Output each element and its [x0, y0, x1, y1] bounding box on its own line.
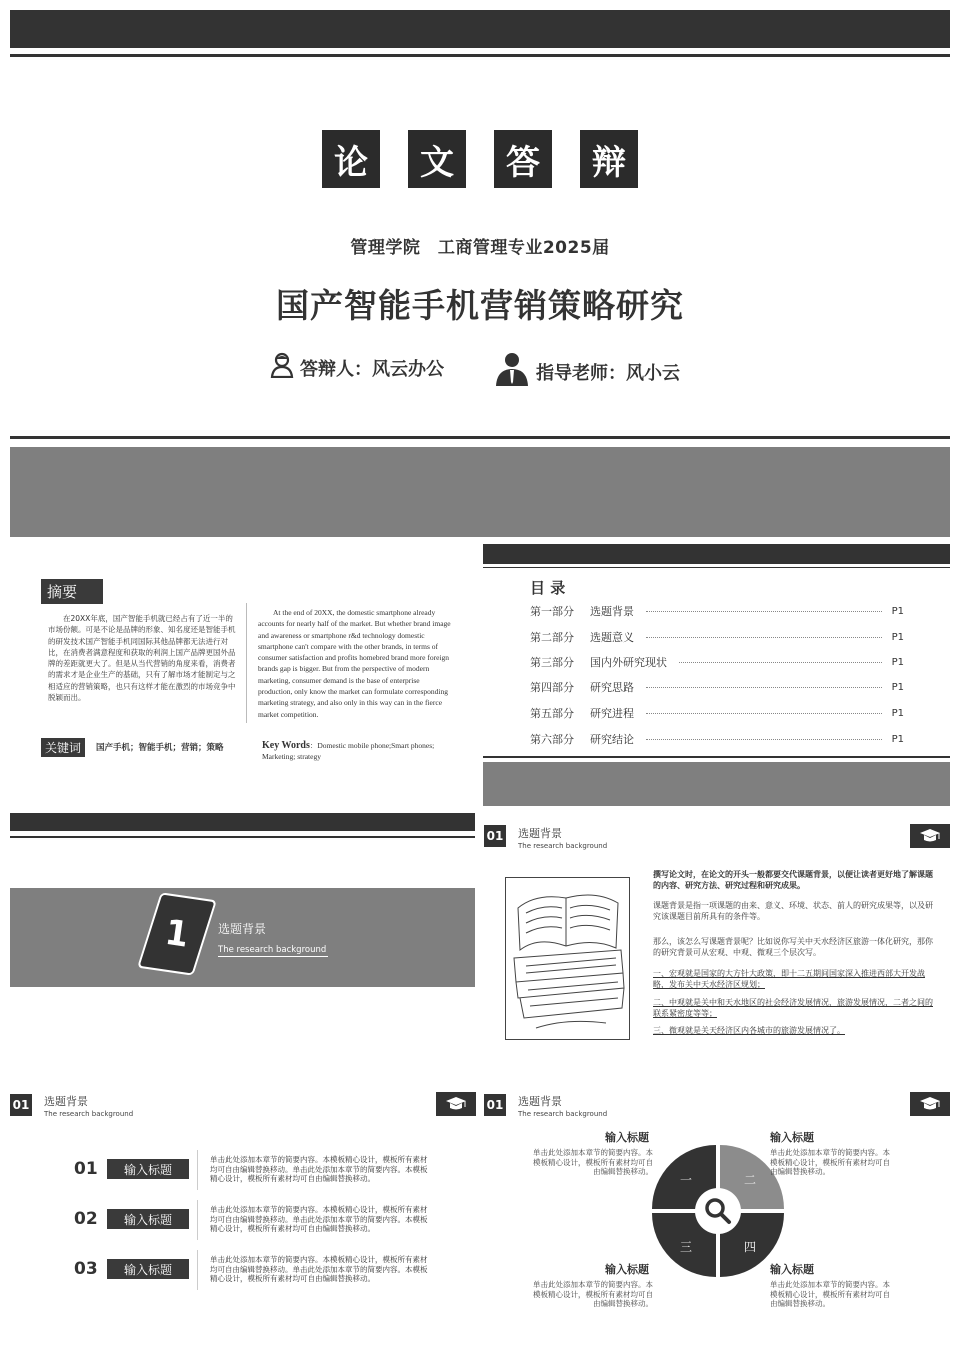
toc-name: 选题意义	[590, 631, 634, 644]
toc-page: P1	[891, 605, 904, 617]
title-char-1: 论	[322, 130, 380, 188]
cover-top-line	[10, 54, 950, 57]
toc-part: 第六部分	[530, 733, 574, 746]
list-item-text-2: 单击此处添加本章节的简要内容。本模板精心设计，模板所有素材均可自由编辑替换移动。单击此处添加本章节的简要内容。本模板精心设计，模板所有素材均可自由编辑替换移动。	[210, 1205, 428, 1233]
abstract-en-text: At the end of 20XX, the domestic smartphone already accounts for nearly half of the market. But whether brand image and awareness or smartphone r&d technology domestic smartphone can't compare with the other brands, in terms of consumer satisfaction and profits homebred brand more foreign brands gap is bigger. But from the perspective of modern marketing, consumer demand is the base of enterprise production, only know the market can formulate corresponding marketing strategy, and also only in this way can in the fierce market competition.	[258, 608, 451, 719]
quadrant-label-3: 三	[680, 1240, 693, 1254]
list-item-num-2: 02	[74, 1209, 98, 1229]
toc-bottom-band	[483, 762, 950, 806]
list-item-label-1: 输入标题	[107, 1159, 189, 1179]
list-num-tag: 01	[10, 1094, 32, 1116]
center-circle	[695, 1188, 741, 1234]
toc-title: 目 录	[530, 579, 566, 597]
toc-top-bar	[483, 544, 950, 564]
toc-part: 第二部分	[530, 631, 574, 644]
list-title-cn: 选题背景	[44, 1095, 88, 1108]
bg-point3: 三、微观就是关天经济区内各城市的旅游发展情况了。	[653, 1026, 845, 1035]
toc-part: 第一部分	[530, 605, 574, 618]
list-item-label-3: 输入标题	[107, 1259, 189, 1279]
section-top-line	[10, 836, 475, 838]
circle-title-en: The research background	[518, 1110, 608, 1118]
advisor	[494, 352, 680, 391]
toc-name: 国内外研究现状	[590, 656, 667, 669]
toc-dots	[646, 739, 882, 740]
list-item-num-1: 01	[74, 1159, 98, 1179]
toc-name: 研究结论	[590, 733, 634, 746]
title-char-3: 答	[494, 130, 552, 188]
books-icon	[506, 878, 629, 1039]
toc-page: P1	[891, 656, 904, 668]
list-item-text-3: 单击此处添加本章节的简要内容。本模板精心设计，模板所有素材均可自由编辑替换移动。单击此处添加本章节的简要内容。本模板精心设计，模板所有素材均可自由编辑替换移动。	[210, 1255, 428, 1283]
advisor-label: 指导老师：风小云	[536, 362, 680, 384]
cover-subtitle: 管理学院 工商管理专业2025届	[350, 238, 610, 258]
keywords-en-label: Key Words	[262, 740, 310, 751]
title-char-2: 文	[408, 130, 466, 188]
graduation-cap-icon	[445, 1096, 467, 1112]
circle-block-title-3: 输入标题	[605, 1263, 649, 1276]
toc-item-3[interactable]	[530, 654, 904, 670]
abstract-tag: 摘要	[41, 579, 103, 604]
circle-block-title-1: 输入标题	[605, 1131, 649, 1144]
list-cap-box	[436, 1092, 476, 1116]
toc-item-5[interactable]	[530, 705, 904, 721]
list-item-label-2: 输入标题	[107, 1209, 189, 1229]
list-item-divider-3	[197, 1250, 198, 1290]
circle-block-text-4: 单击此处添加本章节的简要内容。本模板精心设计，模板所有素材均可自由编辑替换移动。	[770, 1280, 890, 1308]
bg-para2: 课题背景是指一项课题的由来、意义、环境、状态、前人的研究成果等，以及研究该课题目前所具有的条件等。	[653, 901, 933, 921]
graduation-cap-icon	[919, 1096, 941, 1112]
list-item-divider-1	[197, 1150, 198, 1190]
toc-page: P1	[891, 681, 904, 693]
keywords-en-value: ：Domestic mobile phone;Smart phones; Marketing; strategy	[262, 741, 435, 762]
circle-block-text-1: 单击此处添加本章节的简要内容。本模板精心设计，模板所有素材均可自由编辑替换移动。	[533, 1148, 653, 1176]
circle-block-title-4: 输入标题	[770, 1263, 814, 1276]
bg-para1: 撰写论文时，在论文的开头一般都要交代课题背景，以便让读者更好地了解课题的内容、研究方法、研究过程和研究成果。	[653, 870, 933, 890]
toc-name: 选题背景	[590, 605, 634, 618]
bg-num-tag: 01	[484, 825, 506, 847]
circle-cap-box	[910, 1092, 950, 1116]
toc-item-2[interactable]	[530, 629, 904, 645]
presenter-label: 答辩人：风云办公	[300, 358, 444, 380]
quadrant-label-2: 二	[744, 1173, 757, 1187]
cover-main-title: 国产智能手机营销策略研究	[276, 286, 684, 325]
list-item-divider-2	[197, 1200, 198, 1240]
toc-dots	[679, 662, 882, 663]
bg-point2: 二、中观就是关中和天水地区的社会经济发展情况，旅游发展情况，二者之间的联系紧密度等等；	[653, 998, 933, 1018]
section-title-underline	[218, 956, 328, 957]
toc-page: P1	[891, 733, 904, 745]
toc-item-4[interactable]	[530, 679, 904, 695]
keywords-cn: 国产手机；智能手机；营销；策略	[96, 743, 224, 753]
circle-block-text-2: 单击此处添加本章节的简要内容。本模板精心设计，模板所有素材均可自由编辑替换移动。	[770, 1148, 890, 1176]
toc-item-1[interactable]	[530, 603, 904, 619]
graduation-cap-icon	[919, 828, 941, 844]
toc-bottom-line	[483, 756, 950, 758]
list-item-num-3: 03	[74, 1259, 98, 1279]
section-top-bar	[10, 813, 475, 831]
toc-dots	[646, 713, 882, 714]
cover-top-bar	[10, 10, 950, 48]
bg-cap-box	[910, 824, 950, 848]
quadrant-label-4: 四	[744, 1240, 757, 1254]
toc-page: P1	[891, 707, 904, 719]
section-number: 1	[162, 912, 192, 956]
list-title-en: The research background	[44, 1110, 134, 1118]
presenter-icon	[270, 352, 294, 383]
circle-num-tag: 01	[484, 1094, 506, 1116]
quadrant-circle	[650, 1143, 786, 1279]
section-band	[10, 888, 475, 987]
toc-dots	[646, 637, 882, 638]
bg-title-en: The research background	[518, 842, 608, 850]
books-illustration	[505, 877, 630, 1040]
toc-page: P1	[891, 631, 904, 643]
toc-part: 第五部分	[530, 707, 574, 720]
toc-name: 研究进程	[590, 707, 634, 720]
toc-item-6[interactable]	[530, 731, 904, 747]
circle-title-cn: 选题背景	[518, 1095, 562, 1108]
cover-bottom-band	[10, 447, 950, 537]
cover-bottom-line	[10, 436, 950, 439]
keywords-tag: 关键词	[41, 738, 85, 757]
circle-block-title-2: 输入标题	[770, 1131, 814, 1144]
section-title-cn: 选题背景	[218, 922, 267, 936]
bg-point1: 一、宏观就是国家的大方针大政策，即十二五期间国家深入推进西部大开发战略，发布关中天水经济区规划；	[653, 969, 925, 989]
toc-dots	[646, 687, 882, 688]
toc-top-line	[483, 567, 950, 568]
advisor-icon	[494, 352, 530, 391]
bg-title-cn: 选题背景	[518, 827, 562, 840]
toc-dots	[646, 611, 882, 612]
keywords-en	[262, 740, 458, 763]
toc-name: 研究思路	[590, 681, 634, 694]
section-title-en: The research background	[218, 945, 327, 955]
title-char-4: 辩	[580, 130, 638, 188]
list-item-text-1: 单击此处添加本章节的简要内容。本模板精心设计，模板所有素材均可自由编辑替换移动。单击此处添加本章节的简要内容。本模板精心设计，模板所有素材均可自由编辑替换移动。	[210, 1155, 428, 1183]
presenter	[270, 352, 444, 383]
quadrant-label-1: 一	[680, 1173, 693, 1187]
toc-part: 第四部分	[530, 681, 574, 694]
abstract-cn-text: 在20XX年底，国产智能手机就已经占有了近一半的市场份额。可是不论是品牌的形象、知名度还是智能手机的研发技术国产智能手机同国际其他品牌都无法进行对比，在消费者满意程度和获取的利润上国产品牌更国外品牌的差距就更大了。但是从当代营销的角度来看，消费者的需求才是企业生产的基础，只有了解市场才能制定与之相适应的营销策略，也只有这样才能在激烈的市场竞争中脱颖而出。	[48, 614, 236, 703]
bg-para3: 那么，该怎么写课题背景呢？比如说你写关中天水经济区旅游一体化研究，那你的研究背景可从宏观、中观、微观三个层次写。	[653, 937, 933, 957]
toc-part: 第三部分	[530, 656, 574, 669]
abstract-divider	[246, 603, 247, 723]
circle-block-text-3: 单击此处添加本章节的简要内容。本模板精心设计，模板所有素材均可自由编辑替换移动。	[533, 1280, 653, 1308]
